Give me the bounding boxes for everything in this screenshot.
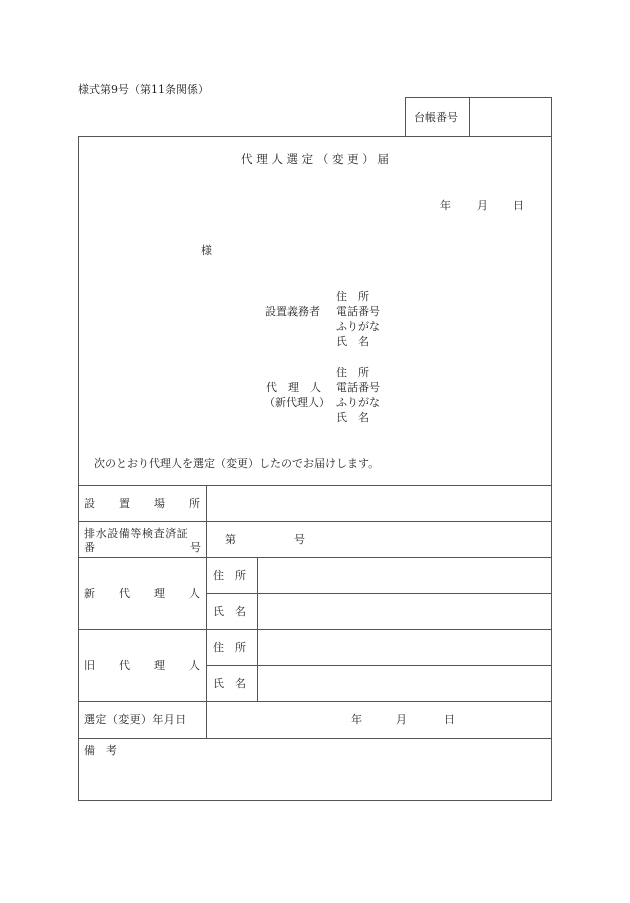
- obligor-furigana-label: ふりがな: [336, 320, 380, 333]
- agent-phone-label: 電話番号: [336, 381, 380, 394]
- inspection-label-go: 号: [190, 541, 201, 554]
- old-agent-label: 旧 代 理 人: [84, 659, 200, 672]
- location-label: 設 置 場 所: [84, 497, 200, 510]
- inspection-number-field[interactable]: [240, 526, 290, 550]
- new-agent-name-field[interactable]: [262, 597, 547, 625]
- date-day-label: 日: [513, 199, 524, 212]
- table-line: [78, 485, 552, 486]
- date-month-label: 月: [477, 199, 488, 212]
- table-column-line: [206, 485, 207, 738]
- inspection-number-prefix: 第: [225, 533, 236, 546]
- addressee-field[interactable]: [90, 238, 200, 260]
- new-agent-address-field[interactable]: [262, 561, 547, 589]
- addressee-suffix: 様: [201, 244, 212, 257]
- selection-date-day: 日: [444, 713, 455, 726]
- table-column-line: [257, 557, 258, 701]
- new-agent-label: 新 代 理 人: [84, 587, 200, 600]
- form-number: 様式第9号（第11条関係）: [78, 83, 209, 96]
- agent-name-label: 氏 名: [336, 411, 369, 424]
- agent-role-sub-label: （新代理人）: [264, 396, 330, 409]
- agent-address-label: 住 所: [336, 366, 369, 379]
- ledger-number-field[interactable]: [474, 103, 548, 131]
- old-agent-address-label: 住 所: [213, 641, 246, 654]
- table-line: [78, 629, 552, 630]
- ledger-divider: [469, 97, 470, 137]
- table-line: [78, 521, 552, 522]
- old-agent-address-field[interactable]: [262, 633, 547, 661]
- remarks-field[interactable]: [84, 760, 546, 796]
- date-year-label: 年: [440, 199, 451, 212]
- location-field[interactable]: [211, 489, 547, 517]
- remarks-label: 備 考: [84, 744, 117, 757]
- ledger-number-label: 台帳番号: [414, 111, 458, 124]
- form-title: 代 理 人 選 定 （ 変 更 ） 届: [241, 152, 389, 166]
- old-agent-name-label: 氏 名: [213, 677, 246, 690]
- obligor-name-label: 氏 名: [336, 335, 369, 348]
- table-line: [78, 738, 552, 739]
- selection-date-year: 年: [351, 713, 362, 726]
- new-agent-name-label: 氏 名: [213, 605, 246, 618]
- obligor-phone-label: 電話番号: [336, 305, 380, 318]
- table-line: [78, 701, 552, 702]
- agent-furigana-label: ふりがな: [336, 396, 380, 409]
- agent-role-label: 代 理 人: [266, 381, 321, 394]
- table-line: [78, 557, 552, 558]
- obligor-address-label: 住 所: [336, 290, 369, 303]
- new-agent-address-label: 住 所: [213, 569, 246, 582]
- obligor-role-label: 設置義務者: [265, 305, 320, 318]
- selection-date-month: 月: [396, 713, 407, 726]
- inspection-label-ban: 番: [84, 541, 95, 554]
- statement-text: 次のとおり代理人を選定（変更）したのでお届けします。: [94, 457, 380, 470]
- old-agent-name-field[interactable]: [262, 669, 547, 697]
- selection-date-label: 選定（変更）年月日: [84, 713, 187, 726]
- inspection-number-suffix: 号: [294, 533, 305, 546]
- inspection-label: 排水設備等検査済証: [84, 527, 189, 540]
